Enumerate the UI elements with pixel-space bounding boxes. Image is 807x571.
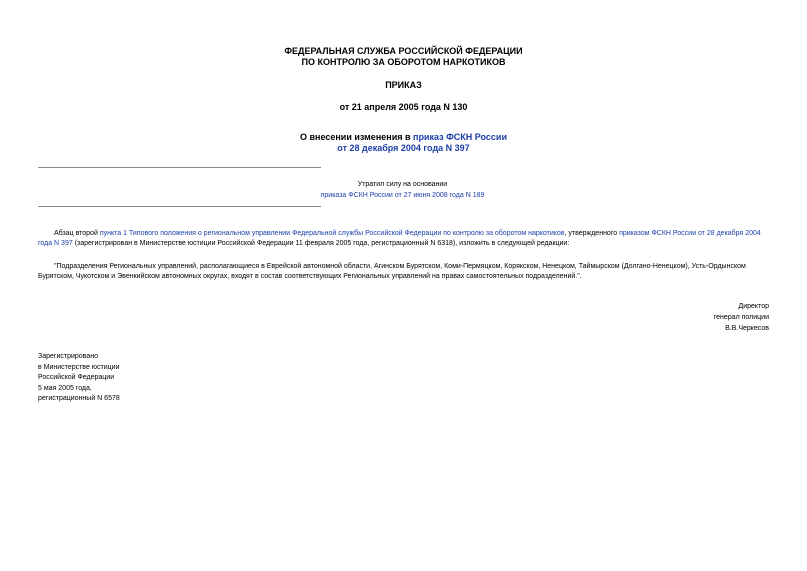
subject-order-link-part1[interactable]: приказ ФСКН России bbox=[413, 132, 507, 142]
registration-line: 5 мая 2005 года, bbox=[38, 384, 92, 392]
order-397-link[interactable]: приказом ФСКН России от 28 декабря 2004 года N 397 bbox=[38, 230, 761, 247]
authority-line-1: ФЕДЕРАЛЬНАЯ СЛУЖБА РОССИЙСКОЙ ФЕДЕРАЦИИ bbox=[284, 46, 523, 56]
paragraph-amendment bbox=[38, 229, 771, 249]
signer-name: В.В.Черкесов bbox=[725, 325, 769, 332]
signer-rank: генерал полиции bbox=[713, 314, 769, 321]
paragraph-text: Абзац второй bbox=[54, 230, 100, 237]
repeal-order-link[interactable]: приказа ФСКН России от 27 июня 2008 года N 189 bbox=[320, 192, 485, 199]
registration-note bbox=[38, 352, 238, 405]
document-type: ПРИКАЗ bbox=[385, 80, 422, 90]
divider-bottom bbox=[38, 206, 321, 207]
registration-line: Российской Федерации bbox=[38, 374, 115, 381]
registration-line: Зарегистрировано bbox=[38, 353, 98, 360]
repeal-text: Утратил силу на основании bbox=[357, 181, 448, 188]
issuing-authority bbox=[0, 46, 807, 68]
registration-line: в Министерстве юстиции bbox=[38, 363, 120, 371]
paragraph-new-wording: "Подразделения Региональных управлений, располагающиеся в Еврейской автономной области, Агинском Бурятском, Коми-Пермяцком, Корякском, Ненецком, Таймырском (Долгано-Ненецком), Усть-Ордынском Бурятском, Чукотском и Эвенкийском автономных округах, входят в состав соответствующих Региональных управлений на правах самостоятельных подразделений.". bbox=[38, 263, 746, 280]
signature-block bbox=[609, 301, 769, 334]
paragraph-text: , утвержденного bbox=[564, 230, 620, 237]
regulation-link[interactable]: пункта 1 Типового положения о региональном управлении Федеральной службы Российской Федерации по контролю за оборотом наркотиков bbox=[99, 230, 565, 237]
subject-order-link-part2[interactable]: от 28 декабря 2004 года N 397 bbox=[337, 143, 470, 153]
authority-line-2: ПО КОНТРОЛЮ ЗА ОБОРОТОМ НАРКОТИКОВ bbox=[301, 57, 506, 67]
repeal-notice bbox=[160, 179, 645, 201]
document-date-number: от 21 апреля 2005 года N 130 bbox=[339, 102, 468, 112]
registration-line: регистрационный N 6578 bbox=[38, 395, 120, 402]
divider-top bbox=[38, 167, 321, 168]
signer-position: Директор bbox=[738, 303, 769, 310]
paragraph-text: (зарегистрирован в Министерстве юстиции Российской Федерации 11 февраля 2005 года, регистрационный N 6318), изложить в следующей редакции: bbox=[72, 240, 570, 247]
document-subject bbox=[0, 132, 807, 154]
subject-prefix: О внесении изменения в bbox=[300, 132, 414, 142]
